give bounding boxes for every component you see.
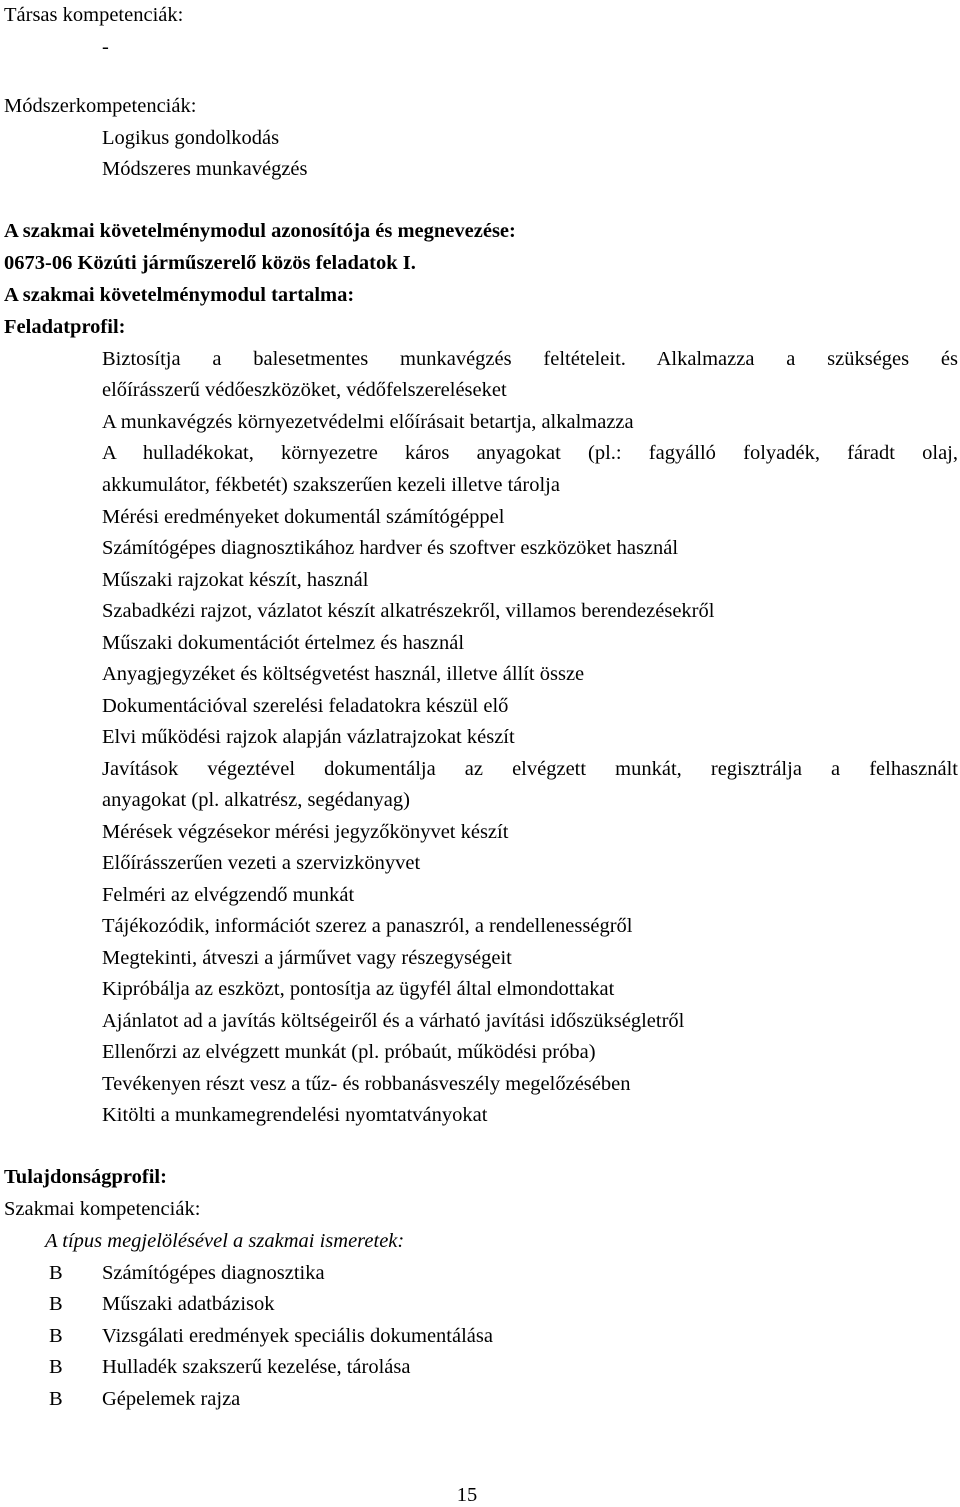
feladat-item: Kitölti a munkamegrendelési nyomtatványokat xyxy=(102,1104,488,1126)
ismeret-text: Gépelemek rajza xyxy=(102,1388,241,1410)
feladat-item: Szabadkézi rajzot, vázlatot készít alkatrészekről, villamos berendezésekről xyxy=(102,600,715,622)
tarsas-kompetenciak-item: - xyxy=(102,36,109,58)
feladat-item: Mérési eredményeket dokumentál számítógéppel xyxy=(102,506,505,528)
feladat-item: akkumulátor, fékbetét) szakszerűen kezeli illetve tárolja xyxy=(102,474,560,496)
ismeret-text: Műszaki adatbázisok xyxy=(102,1293,275,1315)
tulajdonsagprofil-heading: Tulajdonságprofil: xyxy=(4,1166,167,1188)
feladat-item: Ajánlatot ad a javítás költségeiről és a várható javítási időszükségletről xyxy=(102,1010,685,1032)
modszerkompetenciak-heading: Módszerkompetenciák: xyxy=(4,95,197,117)
feladat-item: Dokumentációval szerelési feladatokra készül elő xyxy=(102,695,509,717)
ismeret-text: Számítógépes diagnosztika xyxy=(102,1262,325,1284)
feladat-item: Felméri az elvégzendő munkát xyxy=(102,884,355,906)
feladat-item: anyagokat (pl. alkatrész, segédanyag) xyxy=(102,789,410,811)
ismeret-type: B xyxy=(49,1388,63,1410)
feladat-item: Anyagjegyzéket és költségvetést használ, illetve állít össze xyxy=(102,663,585,685)
modszer-item: Módszeres munkavégzés xyxy=(102,158,308,180)
feladatprofil-heading: Feladatprofil: xyxy=(4,316,126,338)
feladat-item: Számítógépes diagnosztikához hardver és szoftver eszközöket használ xyxy=(102,537,679,559)
modul-tartalom-heading: A szakmai követelménymodul tartalma: xyxy=(4,284,355,306)
page-number: 15 xyxy=(456,1484,478,1506)
feladat-item: Ellenőrzi az elvégzett munkát (pl. próbaút, működési próba) xyxy=(102,1041,596,1063)
feladat-item: Megtekinti, átveszi a járművet vagy részegységeit xyxy=(102,947,512,969)
feladat-item: Javítások végeztével dokumentálja az elvégzett munkát, regisztrálja a felhasznált xyxy=(102,758,958,780)
feladat-item: Elvi működési rajzok alapján vázlatrajzokat készít xyxy=(102,726,515,748)
szakmai-kompetenciak-heading: Szakmai kompetenciák: xyxy=(4,1198,201,1220)
feladat-item: Mérések végzésekor mérési jegyzőkönyvet készít xyxy=(102,821,509,843)
feladat-item: Tevékenyen részt vesz a tűz- és robbanásveszély megelőzésében xyxy=(102,1073,631,1095)
modul-id-heading: A szakmai követelménymodul azonosítója és megnevezése: xyxy=(4,220,516,242)
ismeret-type: B xyxy=(49,1356,63,1378)
ismeret-text: Hulladék szakszerű kezelése, tárolása xyxy=(102,1356,411,1378)
modul-id-value: 0673-06 Közúti járműszerelő közös feladatok I. xyxy=(4,252,416,274)
feladat-item: Biztosítja a balesetmentes munkavégzés feltételeit. Alkalmazza a szükséges és xyxy=(102,348,958,370)
feladat-item: Tájékozódik, információt szerez a panaszról, a rendellenességről xyxy=(102,915,633,937)
ismeretek-heading: A típus megjelölésével a szakmai ismeretek: xyxy=(45,1230,405,1252)
ismeret-type: B xyxy=(49,1262,63,1284)
feladat-item: előírásszerű védőeszközöket, védőfelszereléseket xyxy=(102,379,507,401)
feladat-item: A munkavégzés környezetvédelmi előírásait betartja, alkalmazza xyxy=(102,411,634,433)
feladat-item: Kipróbálja az eszközt, pontosítja az ügyfél által elmondottakat xyxy=(102,978,615,1000)
feladat-item: Műszaki rajzokat készít, használ xyxy=(102,569,369,591)
feladat-item: Műszaki dokumentációt értelmez és használ xyxy=(102,632,465,654)
modszer-item: Logikus gondolkodás xyxy=(102,127,280,149)
feladat-item: Előírásszerűen vezeti a szervizkönyvet xyxy=(102,852,421,874)
ismeret-type: B xyxy=(49,1325,63,1347)
tarsas-kompetenciak-heading: Társas kompetenciák: xyxy=(4,4,184,26)
ismeret-text: Vizsgálati eredmények speciális dokumentálása xyxy=(102,1325,493,1347)
feladat-item: A hulladékokat, környezetre káros anyagokat (pl.: fagyálló folyadék, fáradt olaj, xyxy=(102,442,958,464)
ismeret-type: B xyxy=(49,1293,63,1315)
